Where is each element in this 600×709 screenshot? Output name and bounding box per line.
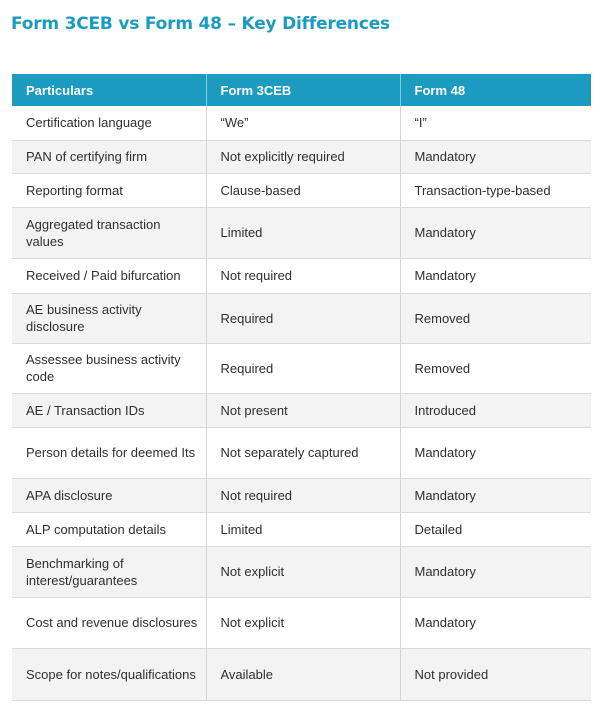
- table-row: [12, 393, 591, 427]
- cell-form-3ceb: Limited: [206, 207, 400, 258]
- table-row: [12, 597, 591, 648]
- cell-particular: Received / Paid bifurcation: [12, 258, 206, 293]
- cell-particular: Person details for deemed Its: [12, 427, 206, 478]
- cell-form-48: Mandatory: [400, 258, 591, 293]
- cell-form-3ceb: Not explicitly required: [206, 140, 400, 173]
- table-row: [12, 173, 591, 207]
- cell-particular: Cost and revenue disclosures: [12, 597, 206, 648]
- cell-form-48: Not provided: [400, 648, 591, 700]
- table-header-row: [12, 74, 591, 106]
- table-row: [12, 343, 591, 393]
- cell-particular: Assessee business activity code: [12, 343, 206, 393]
- cell-particular: Reporting format: [12, 173, 206, 207]
- table-row: [12, 512, 591, 546]
- cell-particular: Benchmarking of interest/guarantees: [12, 546, 206, 597]
- cell-form-48: Transaction-type-based: [400, 173, 591, 207]
- comparison-table: [12, 74, 591, 701]
- table-row: [12, 106, 591, 140]
- cell-form-3ceb: Not explicit: [206, 546, 400, 597]
- cell-particular: ALP computation details: [12, 512, 206, 546]
- cell-form-48: Mandatory: [400, 478, 591, 512]
- cell-form-48: Detailed: [400, 512, 591, 546]
- cell-form-3ceb: Required: [206, 293, 400, 343]
- cell-particular: PAN of certifying firm: [12, 140, 206, 173]
- header-form-3ceb: Form 3CEB: [206, 74, 400, 106]
- cell-form-48: Mandatory: [400, 207, 591, 258]
- cell-form-48: Mandatory: [400, 427, 591, 478]
- cell-form-48: Removed: [400, 343, 591, 393]
- cell-particular: Aggregated transaction values: [12, 207, 206, 258]
- table-row: [12, 648, 591, 700]
- cell-form-3ceb: Clause-based: [206, 173, 400, 207]
- cell-particular: AE business activity disclosure: [12, 293, 206, 343]
- cell-form-3ceb: Not explicit: [206, 597, 400, 648]
- table-row: [12, 207, 591, 258]
- cell-form-48: Mandatory: [400, 546, 591, 597]
- cell-form-3ceb: Not present: [206, 393, 400, 427]
- table-row: [12, 258, 591, 293]
- header-particulars: Particulars: [12, 74, 206, 106]
- table-row: [12, 546, 591, 597]
- cell-form-3ceb: “We”: [206, 106, 400, 140]
- cell-particular: AE / Transaction IDs: [12, 393, 206, 427]
- table-row: [12, 427, 591, 478]
- cell-form-48: Mandatory: [400, 140, 591, 173]
- cell-form-3ceb: Not required: [206, 258, 400, 293]
- table-row: [12, 293, 591, 343]
- cell-form-3ceb: Required: [206, 343, 400, 393]
- cell-particular: Certification language: [12, 106, 206, 140]
- cell-form-48: “I”: [400, 106, 591, 140]
- table-row: [12, 140, 591, 173]
- cell-form-3ceb: Available: [206, 648, 400, 700]
- header-form-48: Form 48: [400, 74, 591, 106]
- cell-particular: Scope for notes/qualifications: [12, 648, 206, 700]
- cell-form-48: Removed: [400, 293, 591, 343]
- cell-particular: APA disclosure: [12, 478, 206, 512]
- page-title: Form 3CEB vs Form 48 – Key Differences: [11, 14, 390, 34]
- cell-form-3ceb: Limited: [206, 512, 400, 546]
- table-row: [12, 478, 591, 512]
- cell-form-48: Mandatory: [400, 597, 591, 648]
- cell-form-3ceb: Not required: [206, 478, 400, 512]
- cell-form-48: Introduced: [400, 393, 591, 427]
- cell-form-3ceb: Not separately captured: [206, 427, 400, 478]
